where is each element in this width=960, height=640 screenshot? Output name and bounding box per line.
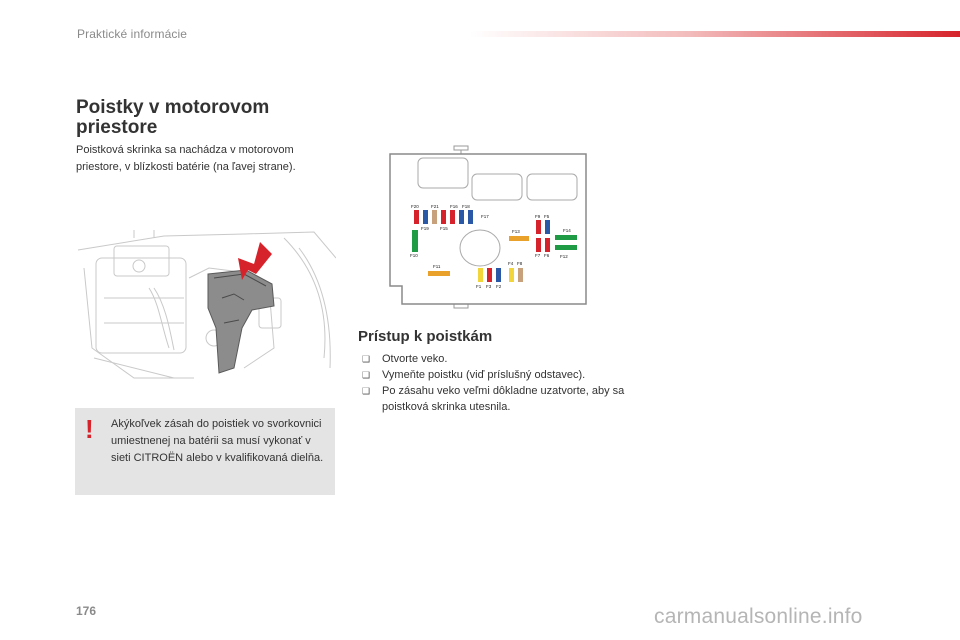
fuse-f5: [545, 220, 550, 234]
step-text: Otvorte veko.: [382, 353, 448, 365]
label-f14: F14: [563, 228, 571, 233]
checkbox-bullet-icon: ❑: [362, 370, 371, 380]
access-steps: [362, 351, 632, 415]
label-f7: F7: [535, 253, 541, 258]
fuse-f3: [487, 268, 492, 282]
fuse-f21: [423, 210, 428, 224]
warning-text: Akýkoľvek zásah do poistiek vo svorkovnici umiestnenej na batérii sa musí vykonať v sieti CITROËN alebo v kvalifikovaná dielňa.: [111, 418, 324, 464]
fuse-f6: [545, 238, 550, 252]
label-f17: F17: [481, 214, 489, 219]
fuse-f13: [509, 236, 529, 241]
label-f19: F19: [421, 226, 429, 231]
access-title: Prístup k poistkám: [358, 328, 493, 345]
label-f1: F1: [476, 284, 482, 289]
fuse-f1: [478, 268, 483, 282]
fuse-f12: [555, 245, 577, 250]
label-f11: F11: [433, 264, 441, 269]
label-f15: F15: [440, 226, 448, 231]
fuse-f17: [468, 210, 473, 224]
header-section-title: Praktické informácie: [77, 27, 188, 41]
intro-text: Poistková skrinka sa nachádza v motorovom priestore, v blízkosti batérie (na ľavej strane).: [76, 144, 296, 173]
fusebox-diagram: [388, 144, 590, 310]
fuse-f16: [441, 210, 446, 224]
label-f13: F13: [512, 229, 520, 234]
header-accent-bar: [470, 31, 960, 37]
fuse-f16a: [432, 210, 437, 224]
label-f4: F4: [508, 261, 514, 266]
exclamation-icon: !: [85, 414, 94, 444]
checkbox-bullet-icon: ❑: [362, 386, 371, 396]
label-f2: F2: [496, 284, 502, 289]
label-f6: F6: [544, 253, 550, 258]
label-f18: F18: [462, 204, 470, 209]
fuse-f9: [536, 220, 541, 234]
watermark: carmanualsonline.info: [654, 605, 863, 628]
list-item: [362, 383, 632, 415]
fuse-f10: [412, 230, 418, 252]
label-f21: F21: [431, 204, 439, 209]
step-text: Po zásahu veko veľmi dôkladne uzatvorte, aby sa poistková skrinka utesnila.: [382, 385, 625, 413]
label-f16: F16: [450, 204, 458, 209]
fuse-f11: [428, 271, 450, 276]
label-f8: F8: [517, 261, 523, 266]
checkbox-bullet-icon: ❑: [362, 354, 371, 364]
fuse-f8: [518, 268, 523, 282]
label-f3: F3: [486, 284, 492, 289]
label-f10: F10: [410, 253, 418, 258]
label-f12: F12: [560, 254, 568, 259]
fuse-f14: [555, 235, 577, 240]
page-title: Poistky v motorovom priestore: [76, 97, 270, 138]
label-f5: F5: [544, 214, 550, 219]
fuse-f20: [414, 210, 419, 224]
label-f9: F9: [535, 214, 541, 219]
fuse-f7: [536, 238, 541, 252]
fuse-f18: [450, 210, 455, 224]
engine-compartment-illustration: [74, 228, 336, 385]
list-item: [362, 367, 632, 383]
fuse-f2: [496, 268, 501, 282]
fuse-f4: [509, 268, 514, 282]
step-text: Vymeňte poistku (viď príslušný odstavec).: [382, 369, 586, 381]
fuse-f18b: [459, 210, 464, 224]
page-number: 176: [76, 604, 97, 618]
list-item: [362, 351, 632, 367]
label-f20: F20: [411, 204, 419, 209]
warning-note: [75, 408, 335, 495]
